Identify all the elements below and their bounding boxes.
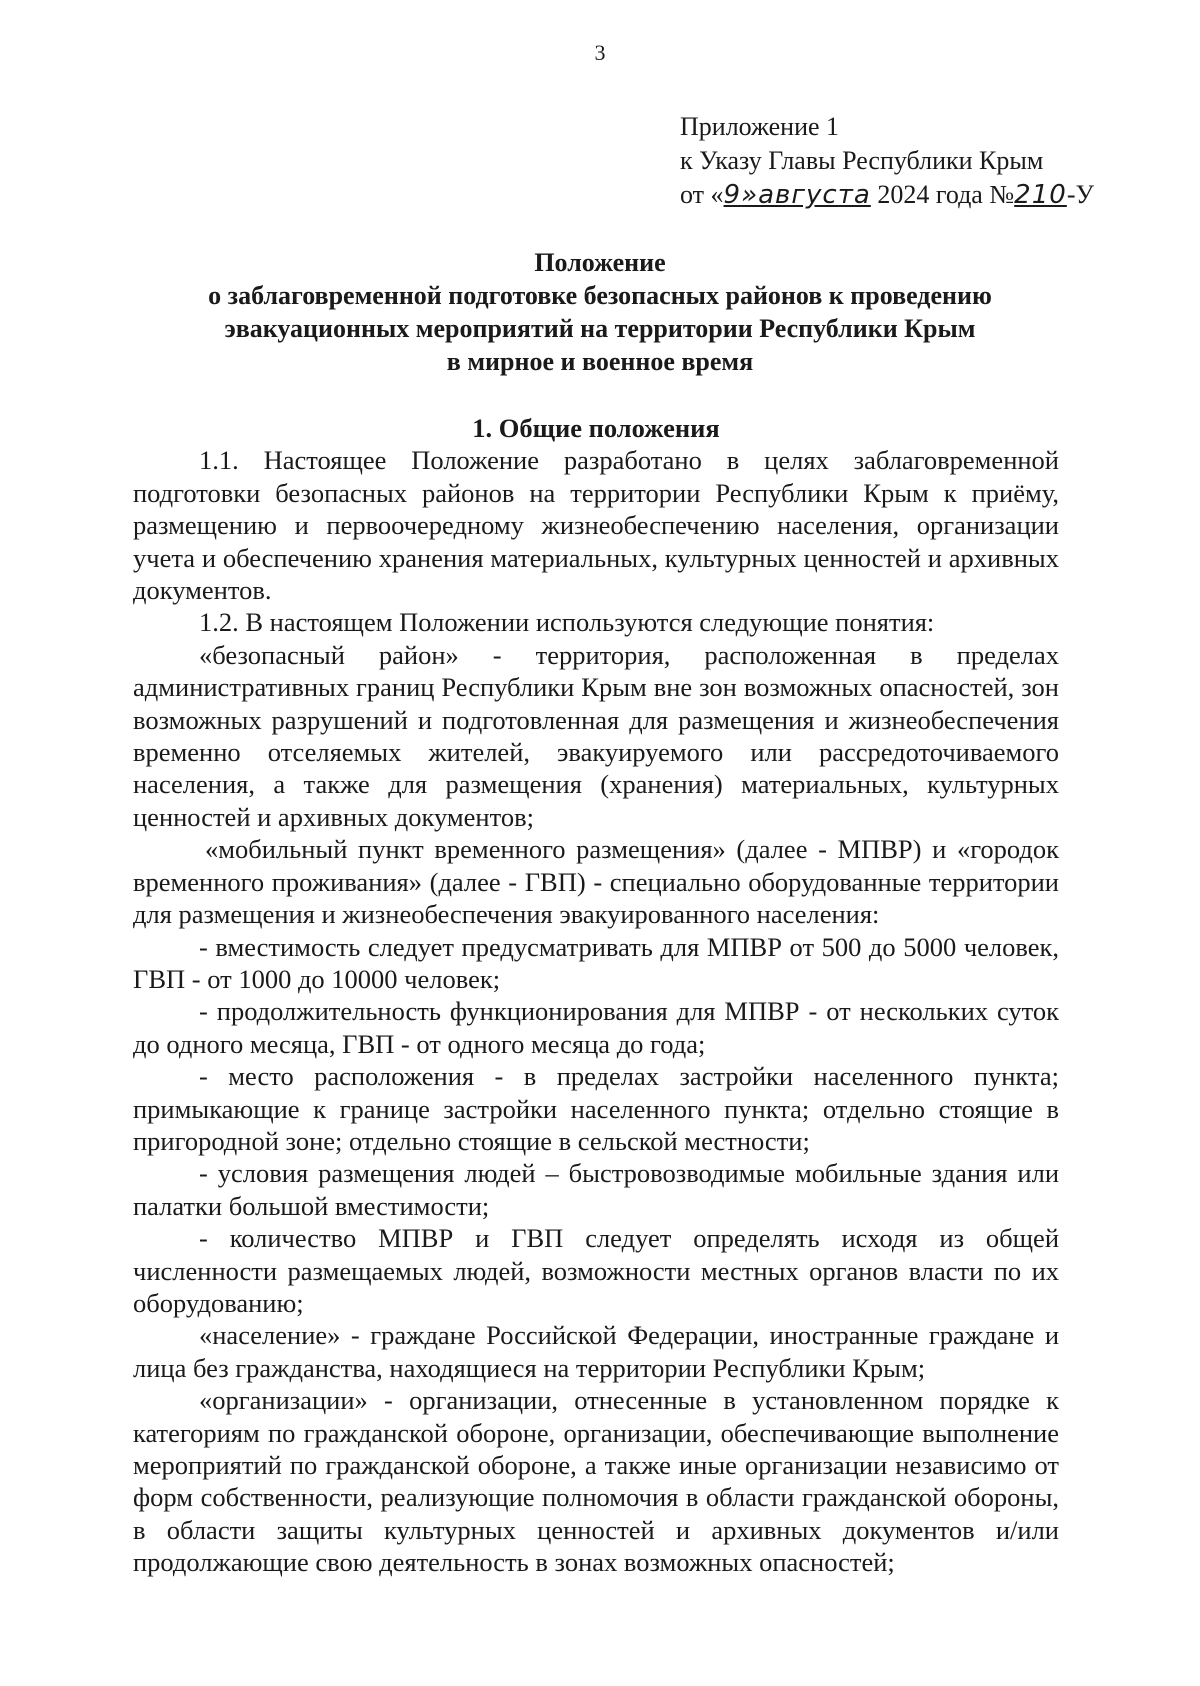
number-prefix: №	[989, 180, 1015, 209]
appendix-header	[680, 110, 1140, 212]
definition-mpvr-gvp: «мобильный пункт временного размещения» (далее - МПВР) и «городок временного проживания» (далее - ГВП) - специально оборудованные территории для размещения и жизнеобеспечения эвакуированного населения:	[133, 834, 1059, 930]
section-heading: 1. Общие положения	[472, 413, 720, 443]
appendix-decree-ref: к Указу Главы Республики Крым	[680, 146, 1044, 175]
year-text: 2024 года	[877, 180, 983, 209]
list-item-location: - место расположения - в пределах застройки населенного пункта; примыкающие к границе застройки населенного пункта; отдельно стоящие в пригородной зоне; отдельно стоящие в сельской местности;	[133, 1061, 1059, 1156]
handwritten-number: 210	[1014, 180, 1067, 210]
document-title	[130, 246, 1070, 378]
definition-organizations: «организации» - организации, отнесенные в установленном порядке к категориям по гражданской обороне, организации, обеспечивающие выполнение мероприятий по гражданской обороне, а также иные организации независимо от форм собственности, реализующие полномочия в области гражданской обороны, в области защиты культурных ценностей и архивных документов и/или продолжающие свою деятельность в зонах возможных опасностей;	[133, 1385, 1059, 1578]
handwritten-month: »августа	[741, 180, 871, 210]
list-item-quantity: - количество МПВР и ГВП следует определять исходя из общей численности размещаемых людей, возможности местных органов власти по их оборудованию;	[133, 1223, 1059, 1318]
title-line-1: Положение	[534, 248, 666, 277]
date-prefix: от «	[680, 180, 724, 209]
title-line-3: эвакуационных мероприятий на территории Республики Крым	[224, 314, 976, 343]
page-number: 3	[594, 40, 606, 65]
list-item-capacity: - вместимость следует предусматривать для МПВР от 500 до 5000 человек, ГВП - от 1000 до 10000 человек;	[133, 931, 1059, 994]
appendix-title: Приложение 1	[680, 112, 840, 141]
paragraph-1-1: 1.1. Настоящее Положение разработано в целях заблаговременной подготовки безопасных районов на территории Республики Крым к приёму, размещению и первоочередному жизнеобеспечению населения, организации учета и обеспечению хранения материальных, культурных ценностей и архивных документов.	[133, 445, 1059, 606]
paragraph-1-2: 1.2. В настоящем Положении используются следующие понятия:	[199, 607, 935, 638]
definition-safe-area: «безопасный район» - территория, расположенная в пределах административных границ Республики Крым вне зон возможных опасностей, зон возможных разрушений и подготовленная для размещения и жизнеобеспечения временно отселяемых жителей, эвакуируемого или рассредоточиваемого населения, а также для размещения (хранения) материальных, культурных ценностей и архивных документов;	[133, 639, 1059, 832]
document-body	[133, 412, 1059, 1579]
definition-population: «население» - граждане Российской Федерации, иностранные граждане и лица без гражданства, находящиеся на территории Республики Крым;	[133, 1320, 1059, 1383]
title-line-4: в мирное и военное время	[446, 347, 754, 376]
title-line-2: о заблаговременной подготовке безопасных районов к проведению	[208, 281, 992, 310]
appendix-date-line	[680, 178, 1140, 212]
handwritten-day: 9	[723, 180, 742, 210]
number-suffix: -У	[1066, 180, 1094, 209]
list-item-duration: - продолжительность функционирования для МПВР - от нескольких суток до одного месяца, ГВП - от одного месяца до года;	[133, 996, 1059, 1059]
list-item-conditions: - условия размещения людей – быстровозводимые мобильные здания или палатки большой вместимости;	[133, 1158, 1059, 1221]
